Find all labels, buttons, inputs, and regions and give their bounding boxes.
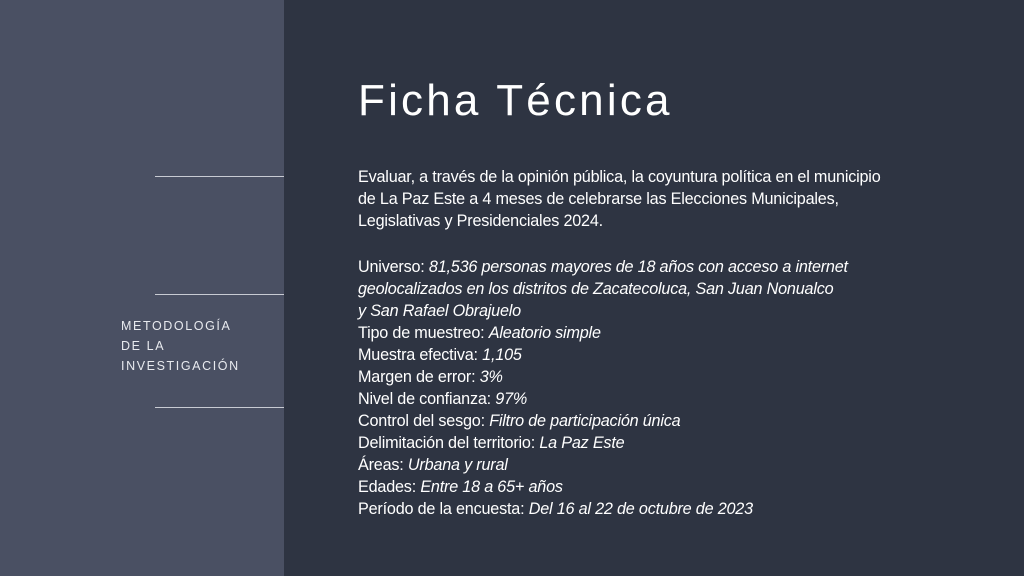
spec-item-delimitacion: [358, 432, 978, 454]
divider-line-middle: [155, 294, 284, 295]
side-panel: [0, 0, 284, 576]
spec-value-continuation: y San Rafael Obrajuelo: [358, 302, 521, 320]
divider-line-top: [155, 176, 284, 177]
spec-value: 3%: [479, 368, 503, 386]
technical-specs-list: [358, 256, 978, 520]
spec-value: La Paz Este: [539, 434, 625, 452]
spec-item-periodo: [358, 498, 978, 520]
spec-item-muestra-efectiva: [358, 344, 978, 366]
spec-label: Muestra efectiva:: [358, 346, 478, 364]
spec-item-nivel-confianza: [358, 388, 978, 410]
objective-line: Legislativas y Presidenciales 2024.: [358, 212, 603, 230]
spec-item-control-sesgo: [358, 410, 978, 432]
spec-value: 1,105: [482, 346, 522, 364]
spec-label: Delimitación del territorio:: [358, 434, 536, 452]
section-label-line: INVESTIGACIÓN: [121, 359, 240, 373]
spec-value: 81,536 personas mayores de 18 años con acceso a internet: [428, 258, 848, 276]
divider-line-bottom: [155, 407, 284, 408]
spec-label: Universo:: [358, 258, 425, 276]
spec-value: Urbana y rural: [407, 456, 508, 474]
spec-item-universo: [358, 256, 978, 322]
spec-value: Del 16 al 22 de octubre de 2023: [528, 500, 753, 518]
spec-item-areas: [358, 454, 978, 476]
spec-value: 97%: [495, 390, 528, 408]
section-label-line: DE LA: [121, 339, 166, 353]
spec-value: Entre 18 a 65+ años: [420, 478, 563, 496]
spec-item-tipo-muestreo: [358, 322, 978, 344]
spec-label: Nivel de confianza:: [358, 390, 491, 408]
spec-label: Control del sesgo:: [358, 412, 485, 430]
section-label: [121, 316, 281, 376]
page-title: Ficha Técnica: [358, 76, 673, 125]
spec-label: Áreas:: [358, 456, 404, 474]
objective-line: Evaluar, a través de la opinión pública, la coyuntura política en el municipio: [358, 168, 881, 186]
spec-item-edades: [358, 476, 978, 498]
spec-value-continuation: geolocalizados en los distritos de Zacatecoluca, San Juan Nonualco: [358, 280, 834, 298]
spec-label: Período de la encuesta:: [358, 500, 525, 518]
spec-item-margen-error: [358, 366, 978, 388]
objective-paragraph: [358, 166, 958, 232]
spec-label: Edades:: [358, 478, 416, 496]
spec-value: Aleatorio simple: [488, 324, 601, 342]
spec-label: Tipo de muestreo:: [358, 324, 485, 342]
objective-line: de La Paz Este a 4 meses de celebrarse las Elecciones Municipales,: [358, 190, 839, 208]
spec-label: Margen de error:: [358, 368, 476, 386]
section-label-line: METODOLOGÍA: [121, 319, 232, 333]
spec-value: Filtro de participación única: [489, 412, 681, 430]
